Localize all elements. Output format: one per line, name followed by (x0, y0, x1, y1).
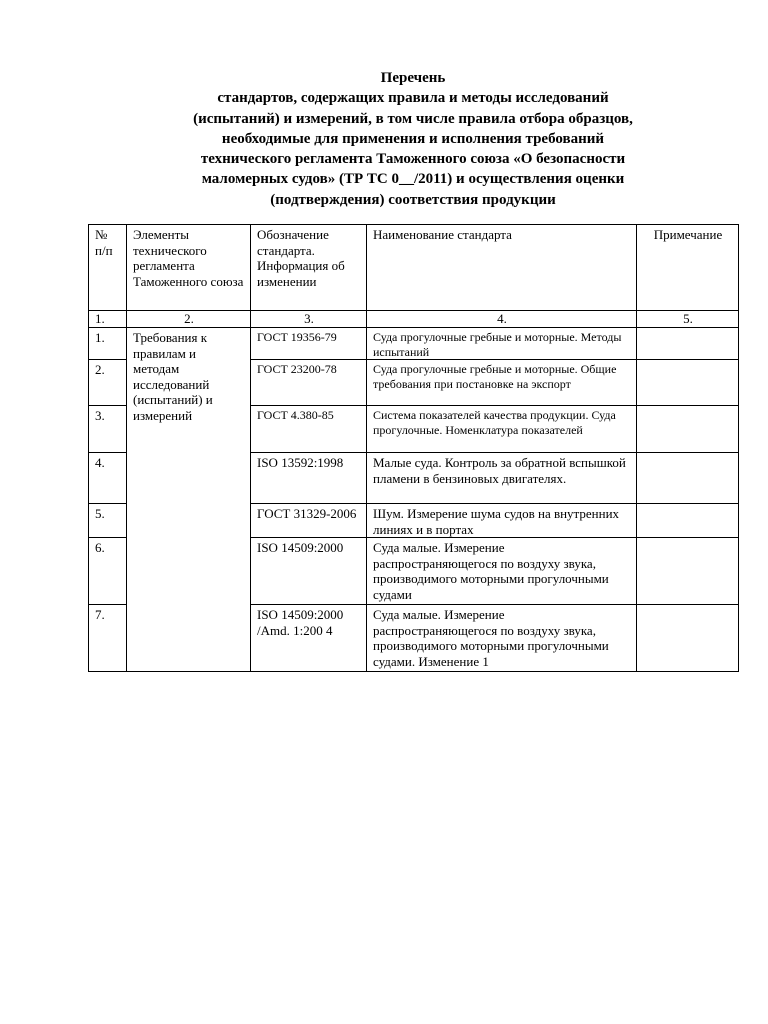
column-number-1: 1. (89, 311, 127, 328)
header-note: Примечание (637, 225, 739, 311)
header-name: Наименование стандарта (367, 225, 637, 311)
title-line-7: (подтверждения) соответствия продукции (270, 191, 556, 208)
row-note (637, 406, 739, 453)
row-standard-name: Суда прогулочные гребные и моторные. Методы испытаний (367, 328, 637, 360)
row-designation: ГОСТ 4.380-85 (251, 406, 367, 453)
row-designation: ГОСТ 23200-78 (251, 360, 367, 406)
column-number-3: 3. (251, 311, 367, 328)
row-number: 3. (89, 406, 127, 453)
row-standard-name: Суда прогулочные гребные и моторные. Общие требования при постановке на экспорт (367, 360, 637, 406)
row-number: 2. (89, 360, 127, 406)
row-designation: ГОСТ 19356-79 (251, 328, 367, 360)
header-designation: Обозначение стандарта. Информация об изменении (251, 225, 367, 311)
column-number-4: 4. (367, 311, 637, 328)
column-number-2: 2. (127, 311, 251, 328)
element-group-cell: Требования к правилам и методам исследований (испытаний) и измерений (127, 328, 251, 672)
column-number-row (89, 311, 739, 328)
row-note (637, 538, 739, 605)
row-standard-name: Суда малые. Измерение распространяющегося по воздуху звука, производимого моторными прогулочными судами. Изменение 1 (367, 605, 637, 672)
row-number: 1. (89, 328, 127, 360)
document-title (88, 68, 738, 210)
column-number-5: 5. (637, 311, 739, 328)
row-standard-name: Шум. Измерение шума судов на внутренних линиях и в портах (367, 504, 637, 538)
row-standard-name: Система показателей качества продукции. Суда прогулочные. Номенклатура показателей (367, 406, 637, 453)
row-note (637, 328, 739, 360)
title-line-6: маломерных судов» (ТР ТС 0__/2011) и осуществления оценки (201, 171, 625, 188)
title-line-2: стандартов, содержащих правила и методы исследований (217, 90, 609, 107)
row-designation: ISO 14509:2000 (251, 538, 367, 605)
standards-table (88, 224, 739, 672)
table-header-row (89, 225, 739, 311)
row-number: 6. (89, 538, 127, 605)
row-designation: ГОСТ 31329-2006 (251, 504, 367, 538)
row-note (637, 360, 739, 406)
row-number: 5. (89, 504, 127, 538)
row-note (637, 453, 739, 504)
row-note (637, 605, 739, 672)
row-standard-name: Малые суда. Контроль за обратной вспышкой пламени в бензиновых двигателях. (367, 453, 637, 504)
title-line-4: необходимые для применения и исполнения требований (221, 130, 605, 147)
title-line-5: технического регламента Таможенного союза «О безопасности (200, 151, 626, 168)
row-number: 4. (89, 453, 127, 504)
table-row (89, 328, 739, 360)
row-designation: ISO 14509:2000 /Amd. 1:200 4 (251, 605, 367, 672)
title-line-1: Перечень (380, 70, 446, 86)
row-designation: ISO 13592:1998 (251, 453, 367, 504)
row-standard-name: Суда малые. Измерение распространяющегося по воздуху звука, производимого моторными прогулочными судами (367, 538, 637, 605)
header-elements: Элементы технического регламента Таможенного союза (127, 225, 251, 311)
header-num: № п/п (89, 225, 127, 311)
row-note (637, 504, 739, 538)
row-number: 7. (89, 605, 127, 672)
title-line-3: (испытаний) и измерений, в том числе правила отбора образцов, (193, 110, 633, 127)
